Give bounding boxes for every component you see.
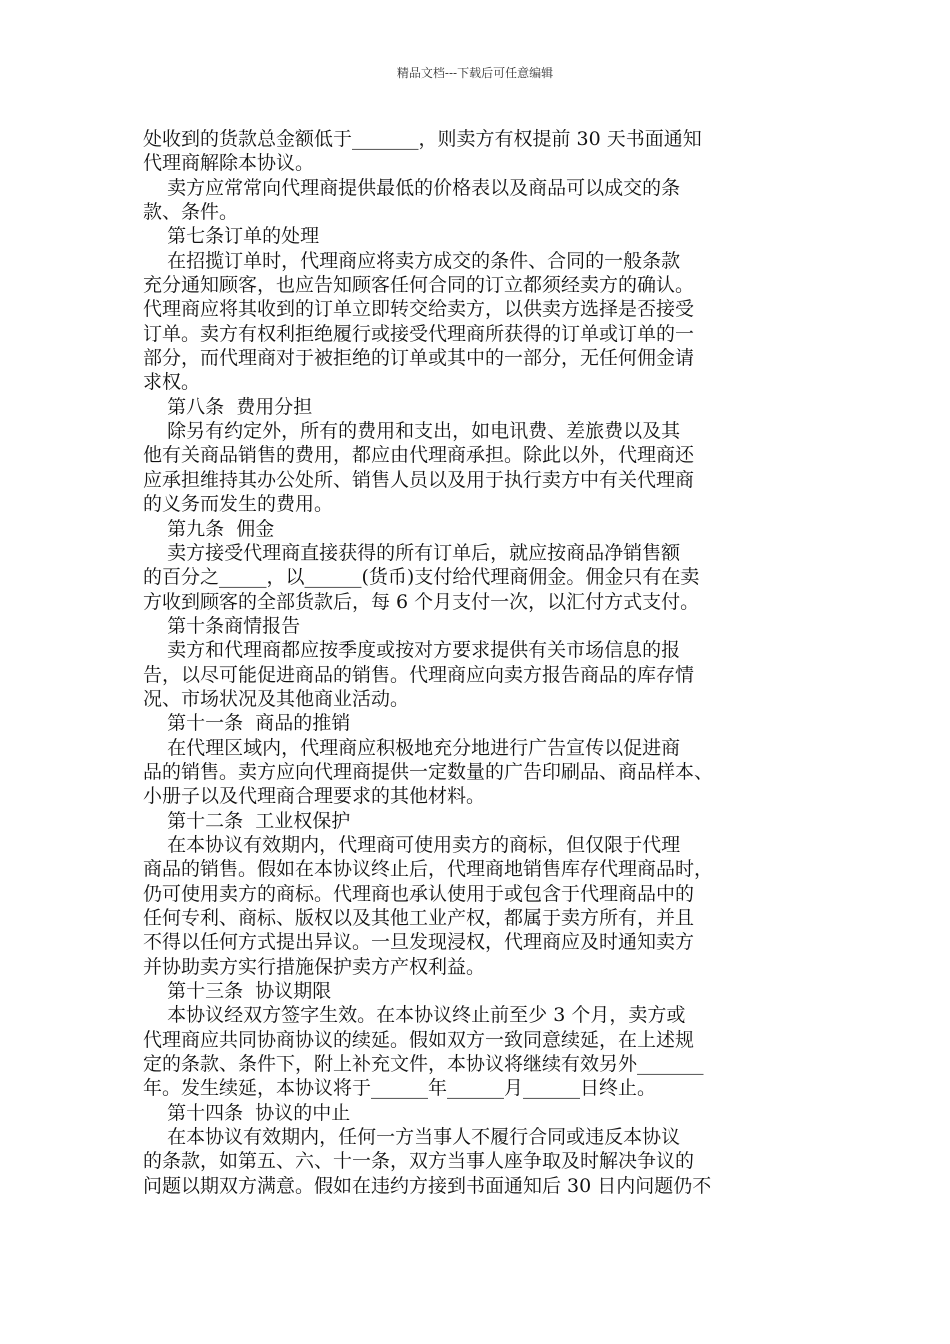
text-line: 的义务而发生的费用。 <box>143 493 334 516</box>
text-line: 卖方和代理商都应按季度或按对方要求提供有关市场信息的报 <box>143 639 681 662</box>
text-line: 告，以尽可能促进商品的销售。代理商应向卖方报告商品的库存情 <box>143 663 695 686</box>
text-line: 的百分之_____，以______(货币)支付给代理商佣金。佣金只有在卖 <box>143 566 700 589</box>
text-line: 第九条 佣金 <box>143 517 275 540</box>
text-line: 充分通知顾客，也应告知顾客任何合同的订立都须经卖方的确认。 <box>143 274 695 297</box>
text-line: 况、市场状况及其他商业活动。 <box>143 687 410 710</box>
text-line: 不得以任何方式提出异议。一旦发现浸权，代理商应及时通知卖方 <box>143 931 695 954</box>
text-line: 并协助卖方实行措施保护卖方产权利益。 <box>143 955 486 978</box>
text-line: 卖方接受代理商直接获得的所有订单后，就应按商品净销售额 <box>143 541 681 564</box>
text-line: 商品的销售。假如在本协议终止后，代理商地销售库存代理商品时， <box>143 858 714 881</box>
document-body <box>143 127 809 1198</box>
text-line: 在本协议有效期内，任何一方当事人不履行合同或违反本协议 <box>143 1126 681 1149</box>
text-line: 第十条商情报告 <box>143 614 301 637</box>
text-line: 第十四条 协议的中止 <box>143 1101 351 1124</box>
text-line: 仍可使用卖方的商标。代理商也承认使用于或包含于代理商品中的 <box>143 882 695 905</box>
text-line: 卖方应常常向代理商提供最低的价格表以及商品可以成交的条 <box>143 176 681 199</box>
text-line: 本协议经双方签字生效。在本协议终止前至少 3 个月，卖方或 <box>143 1004 686 1027</box>
text-line: 的条款，如第五、六、十一条，双方当事人座争取及时解决争议的 <box>143 1150 695 1173</box>
text-line: 定的条款、条件下，附上补充文件，本协议将继续有效另外_______ <box>143 1053 704 1076</box>
text-line: 在代理区域内，代理商应积极地充分地进行广告宣传以促进商 <box>143 736 681 759</box>
text-line: 代理商应共同协商协议的续延。假如双方一致同意续延，在上述规 <box>143 1028 695 1051</box>
text-line: 第十一条 商品的推销 <box>143 712 351 735</box>
text-line: 品的销售。卖方应向代理商提供一定数量的广告印刷品、商品样本、 <box>143 760 714 783</box>
page-header: 精品文档---下载后可任意编辑 <box>396 66 554 80</box>
text-line: 他有关商品销售的费用，都应由代理商承担。除此以外，代理商还 <box>143 444 695 467</box>
text-line: 除另有约定外，所有的费用和支出，如电讯费、差旅费以及其 <box>143 420 681 443</box>
text-line: 方收到顾客的全部货款后，每 6 个月支付一次，以汇付方式支付。 <box>143 590 700 613</box>
text-line: 处收到的货款总金额低于_______，则卖方有权提前 30 天书面通知 <box>143 128 702 150</box>
text-line: 订单。卖方有权利拒绝履行或接受代理商所获得的订单或订单的一 <box>143 322 695 345</box>
text-line: 应承担维持其办公处所、销售人员以及用于执行卖方中有关代理商 <box>143 468 695 491</box>
text-line: 第八条 费用分担 <box>143 395 313 418</box>
text-line: 第七条订单的处理 <box>143 225 320 248</box>
text-line: 第十二条 工业权保护 <box>143 809 351 832</box>
text-line: 小册子以及代理商合理要求的其他材料。 <box>143 785 486 808</box>
text-line: 第十三条 协议期限 <box>143 980 332 1003</box>
text-line: 代理商解除本协议。 <box>143 152 315 175</box>
text-line: 代理商应将其收到的订单立即转交给卖方，以供卖方选择是否接受 <box>143 298 695 321</box>
text-line: 在本协议有效期内，代理商可使用卖方的商标，但仅限于代理 <box>143 833 681 856</box>
text-line: 问题以期双方满意。假如在违约方接到书面通知后 30 日内问题仍不 <box>143 1174 712 1197</box>
text-line: 年。发生续延，本协议将于______年______月______日终止。 <box>143 1077 657 1100</box>
text-line: 求权。 <box>143 371 201 394</box>
text-line: 任何专利、商标、版权以及其他工业产权，都属于卖方所有，并且 <box>143 907 695 929</box>
text-line: 部分，而代理商对于被拒绝的订单或其中的一部分，无任何佣金请 <box>143 347 695 370</box>
text-line: 款、条件。 <box>143 201 239 224</box>
text-line: 在招揽订单时，代理商应将卖方成交的条件、合同的一般条款 <box>143 249 681 272</box>
